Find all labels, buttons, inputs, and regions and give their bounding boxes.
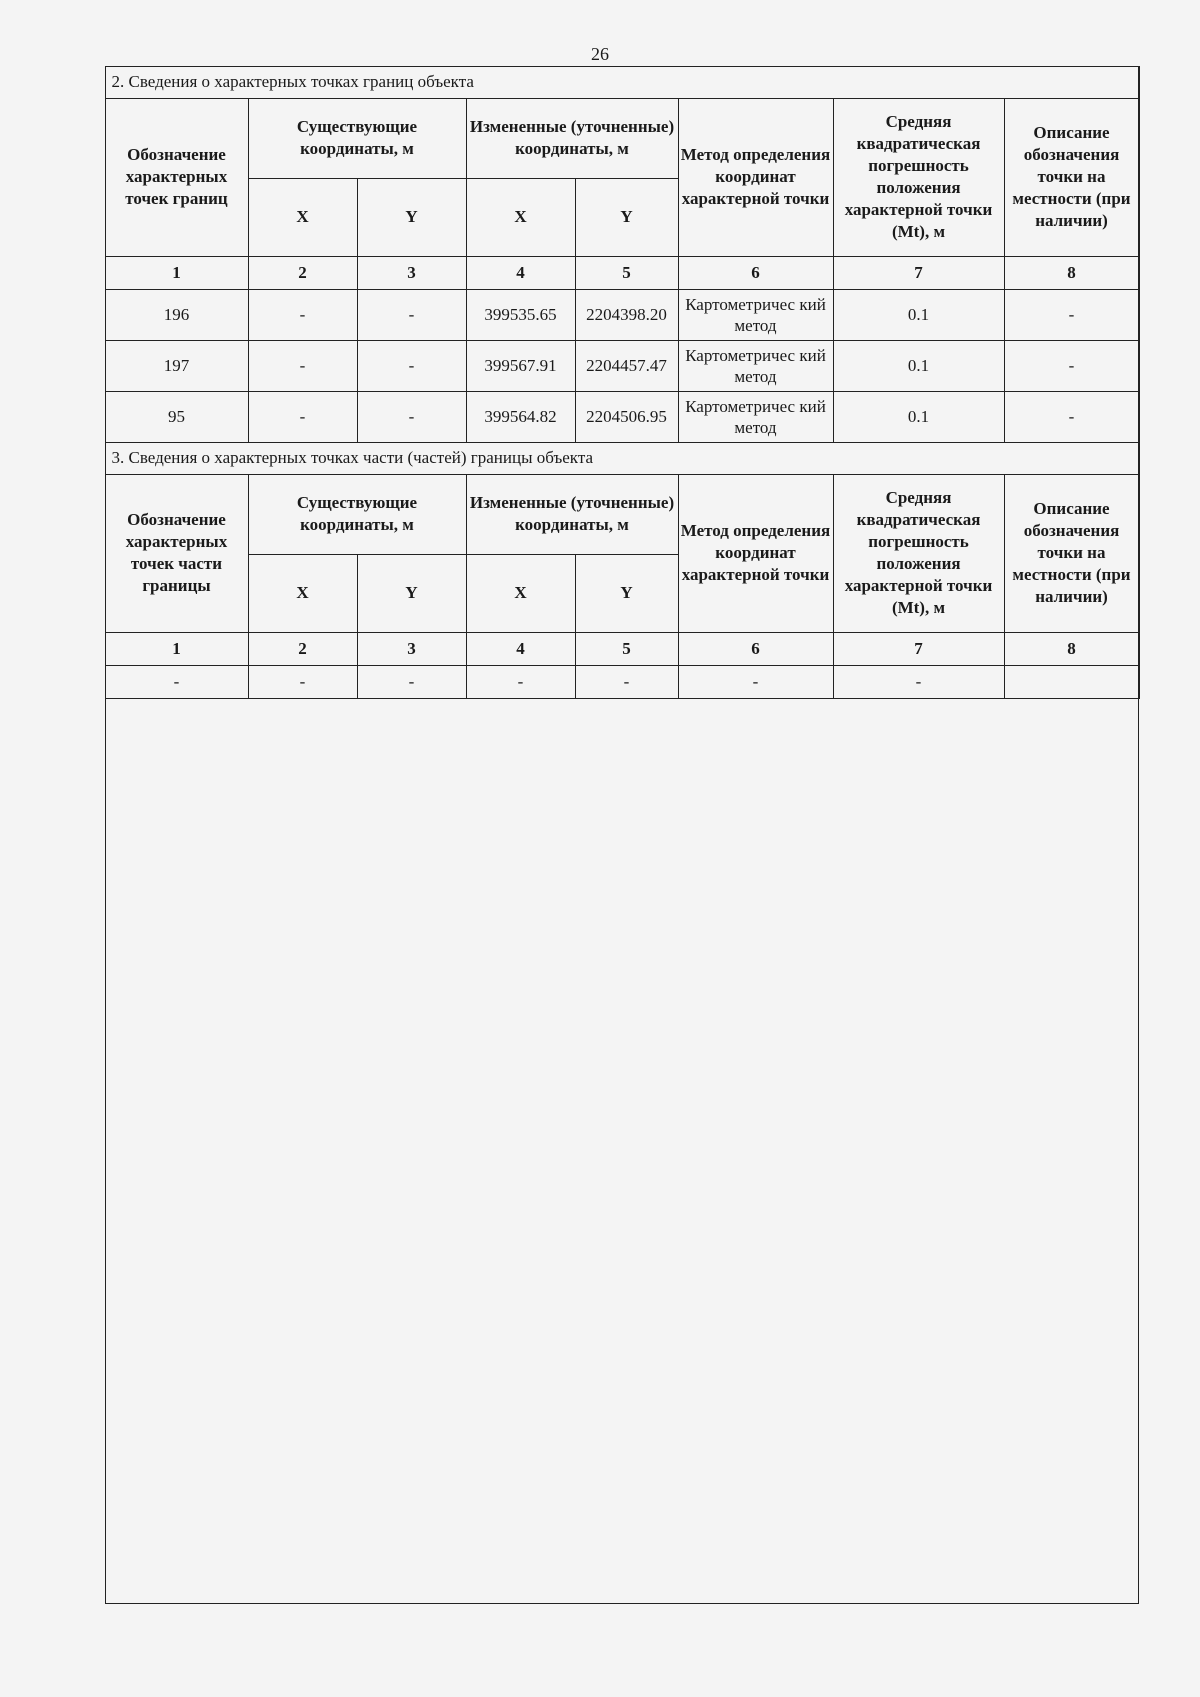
column-number: 8: [1004, 256, 1139, 289]
header-error: Средняя квадратическая погрешность положения характерной точки (Mt), м: [833, 474, 1004, 632]
existing-x: -: [248, 391, 357, 442]
section-3-title: 3. Сведения о характерных точках части (частей) границы объекта: [105, 442, 1139, 474]
column-number: 7: [833, 256, 1004, 289]
column-number: 3: [357, 256, 466, 289]
point-designation: 95: [105, 391, 248, 442]
header-changed-x: X: [466, 554, 575, 632]
document-frame: [105, 66, 1139, 1604]
changed-x: 399535.65: [466, 289, 575, 340]
header-method: Метод определения координат характерной точки: [678, 98, 833, 256]
header-method: Метод определения координат характерной точки: [678, 474, 833, 632]
changed-y: 2204398.20: [575, 289, 678, 340]
header-changed-y: Y: [575, 554, 678, 632]
existing-y: -: [357, 665, 466, 698]
header-designation: Обозначение характерных точек части границы: [105, 474, 248, 632]
changed-x: 399564.82: [466, 391, 575, 442]
existing-x: -: [248, 340, 357, 391]
existing-x: -: [248, 665, 357, 698]
method: -: [678, 665, 833, 698]
section-2-title: 2. Сведения о характерных точках границ объекта: [105, 66, 1139, 98]
column-number: 6: [678, 632, 833, 665]
column-numbers-row: [105, 256, 1139, 289]
header-changed-x: X: [466, 178, 575, 256]
changed-y: 2204506.95: [575, 391, 678, 442]
header-existing-x: X: [248, 554, 357, 632]
table-row: [105, 665, 1139, 698]
column-numbers-row: [105, 632, 1139, 665]
mt-error: 0.1: [833, 289, 1004, 340]
existing-y: -: [357, 340, 466, 391]
header-existing-coords: Существующие координаты, м: [248, 474, 466, 554]
column-number: 4: [466, 256, 575, 289]
changed-y: -: [575, 665, 678, 698]
mt-error: 0.1: [833, 391, 1004, 442]
column-number: 1: [105, 632, 248, 665]
header-existing-y: Y: [357, 178, 466, 256]
existing-x: -: [248, 289, 357, 340]
mt-error: -: [833, 665, 1004, 698]
point-description: [1004, 665, 1139, 698]
column-number: 5: [575, 632, 678, 665]
point-designation: -: [105, 665, 248, 698]
method: Картометричес кий метод: [678, 289, 833, 340]
changed-x: 399567.91: [466, 340, 575, 391]
method: Картометричес кий метод: [678, 391, 833, 442]
page-number: 26: [591, 44, 609, 64]
existing-y: -: [357, 391, 466, 442]
point-description: -: [1004, 289, 1139, 340]
column-number: 8: [1004, 632, 1139, 665]
table-row: [105, 340, 1139, 391]
header-changed-coords: Измененные (уточненные) координаты, м: [466, 474, 678, 554]
header-error: Средняя квадратическая погрешность положения характерной точки (Mt), м: [833, 98, 1004, 256]
mt-error: 0.1: [833, 340, 1004, 391]
header-existing-coords: Существующие координаты, м: [248, 98, 466, 178]
existing-y: -: [357, 289, 466, 340]
point-description: -: [1004, 391, 1139, 442]
table-row: [105, 289, 1139, 340]
point-designation: 196: [105, 289, 248, 340]
table-row: [105, 391, 1139, 442]
column-number: 3: [357, 632, 466, 665]
point-description: -: [1004, 340, 1139, 391]
changed-x: -: [466, 665, 575, 698]
column-number: 1: [105, 256, 248, 289]
method: Картометричес кий метод: [678, 340, 833, 391]
point-designation: 197: [105, 340, 248, 391]
column-number: 2: [248, 632, 357, 665]
header-changed-y: Y: [575, 178, 678, 256]
column-number: 2: [248, 256, 357, 289]
header-description: Описание обозначения точки на местности (при наличии): [1004, 474, 1139, 632]
column-number: 4: [466, 632, 575, 665]
header-existing-y: Y: [357, 554, 466, 632]
header-changed-coords: Измененные (уточненные) координаты, м: [466, 98, 678, 178]
changed-y: 2204457.47: [575, 340, 678, 391]
header-existing-x: X: [248, 178, 357, 256]
coordinates-table: [105, 66, 1140, 699]
header-description: Описание обозначения точки на местности (при наличии): [1004, 98, 1139, 256]
column-number: 6: [678, 256, 833, 289]
header-designation: Обозначение характерных точек границ: [105, 98, 248, 256]
column-number: 7: [833, 632, 1004, 665]
column-number: 5: [575, 256, 678, 289]
